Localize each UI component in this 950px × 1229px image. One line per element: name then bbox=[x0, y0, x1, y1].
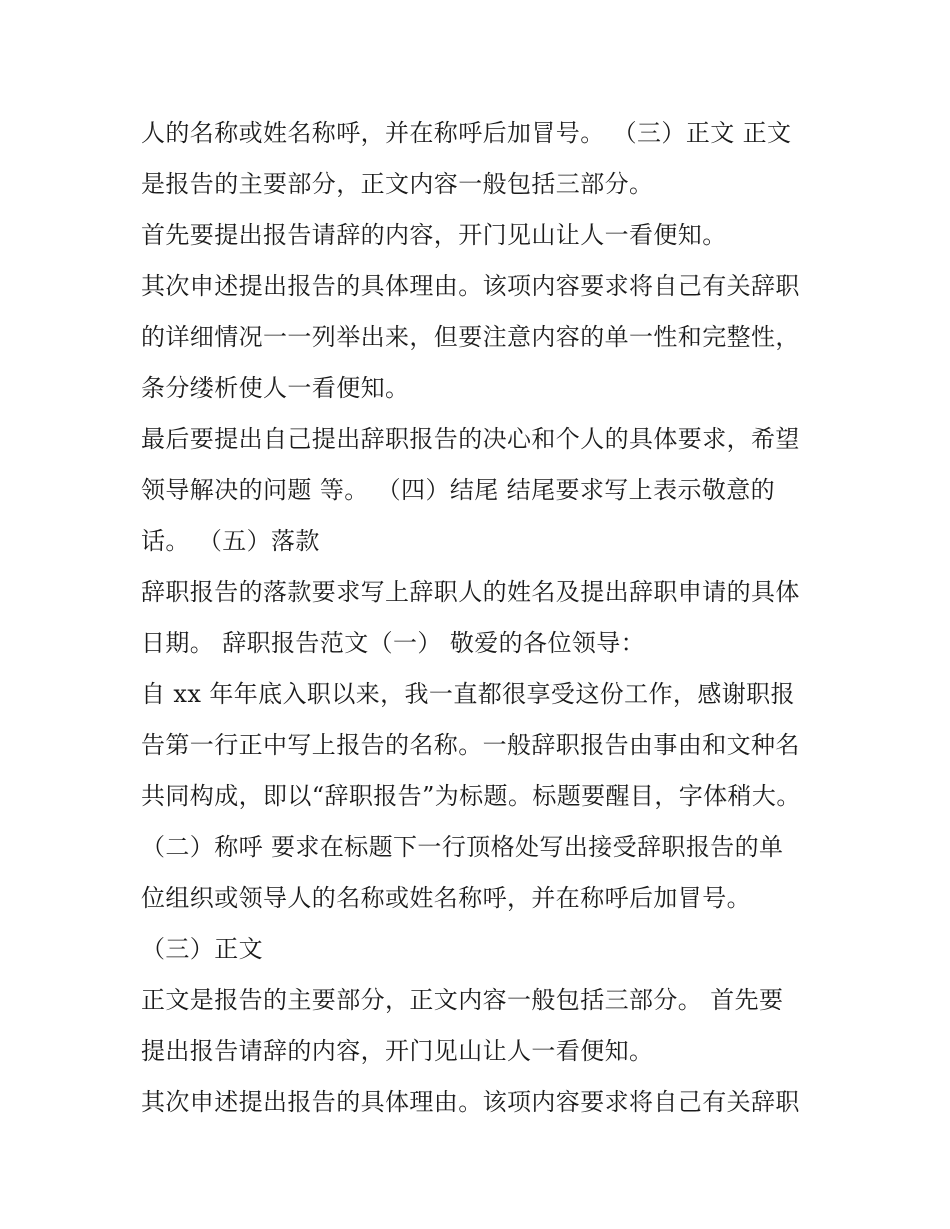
text-line: 首先要提出报告请辞的内容，开门见山让人一看便知。 bbox=[141, 221, 727, 249]
text-line: （二）称呼 要求在标题下一行顶格处写出接受辞职报告的单 bbox=[141, 833, 784, 861]
document-body bbox=[141, 108, 821, 1128]
text-line: 的详细情况一一列举出来，但要注意内容的单一性和完整性， bbox=[141, 323, 800, 351]
text-line: 人的名称或姓名称呼，并在称呼后加冒号。 （三）正文 正文 bbox=[141, 119, 792, 147]
text-line: 辞职报告的落款要求写上辞职人的姓名及提出辞职申请的具体 bbox=[141, 578, 800, 606]
text-line: 最后要提出自己提出辞职报告的决心和个人的具体要求，希望 bbox=[141, 425, 800, 453]
text-line: 提出报告请辞的内容，开门见山让人一看便知。 bbox=[141, 1037, 654, 1065]
text-line: 自 xx 年年底入职以来，我一直都很享受这份工作，感谢职报 bbox=[141, 680, 795, 708]
text-line: 是报告的主要部分，正文内容一般包括三部分。 bbox=[141, 170, 654, 198]
text-line: 位组织或领导人的名称或姓名称呼，并在称呼后加冒号。 bbox=[141, 884, 751, 912]
text-line: 其次申述提出报告的具体理由。该项内容要求将自己有关辞职 bbox=[141, 1088, 800, 1116]
text-line: 条分缕析使人一看便知。 bbox=[141, 374, 410, 402]
text-line: 领导解决的问题 等。 （四）结尾 结尾要求写上表示敬意的 bbox=[141, 476, 776, 504]
text-line: 共同构成，即以“辞职报告”为标题。标题要醒目，字体稍大。 bbox=[141, 782, 801, 810]
text-line: （三）正文 bbox=[141, 935, 263, 963]
text-line: 其次申述提出报告的具体理由。该项内容要求将自己有关辞职 bbox=[141, 272, 800, 300]
text-line: 日期。 辞职报告范文（一） 敬爱的各位领导： bbox=[141, 629, 646, 657]
text-line: 话。 （五）落款 bbox=[141, 527, 320, 555]
text-line: 正文是报告的主要部分，正文内容一般包括三部分。 首先要 bbox=[141, 986, 784, 1014]
text-line: 告第一行正中写上报告的名称。一般辞职报告由事由和文种名 bbox=[141, 731, 800, 759]
